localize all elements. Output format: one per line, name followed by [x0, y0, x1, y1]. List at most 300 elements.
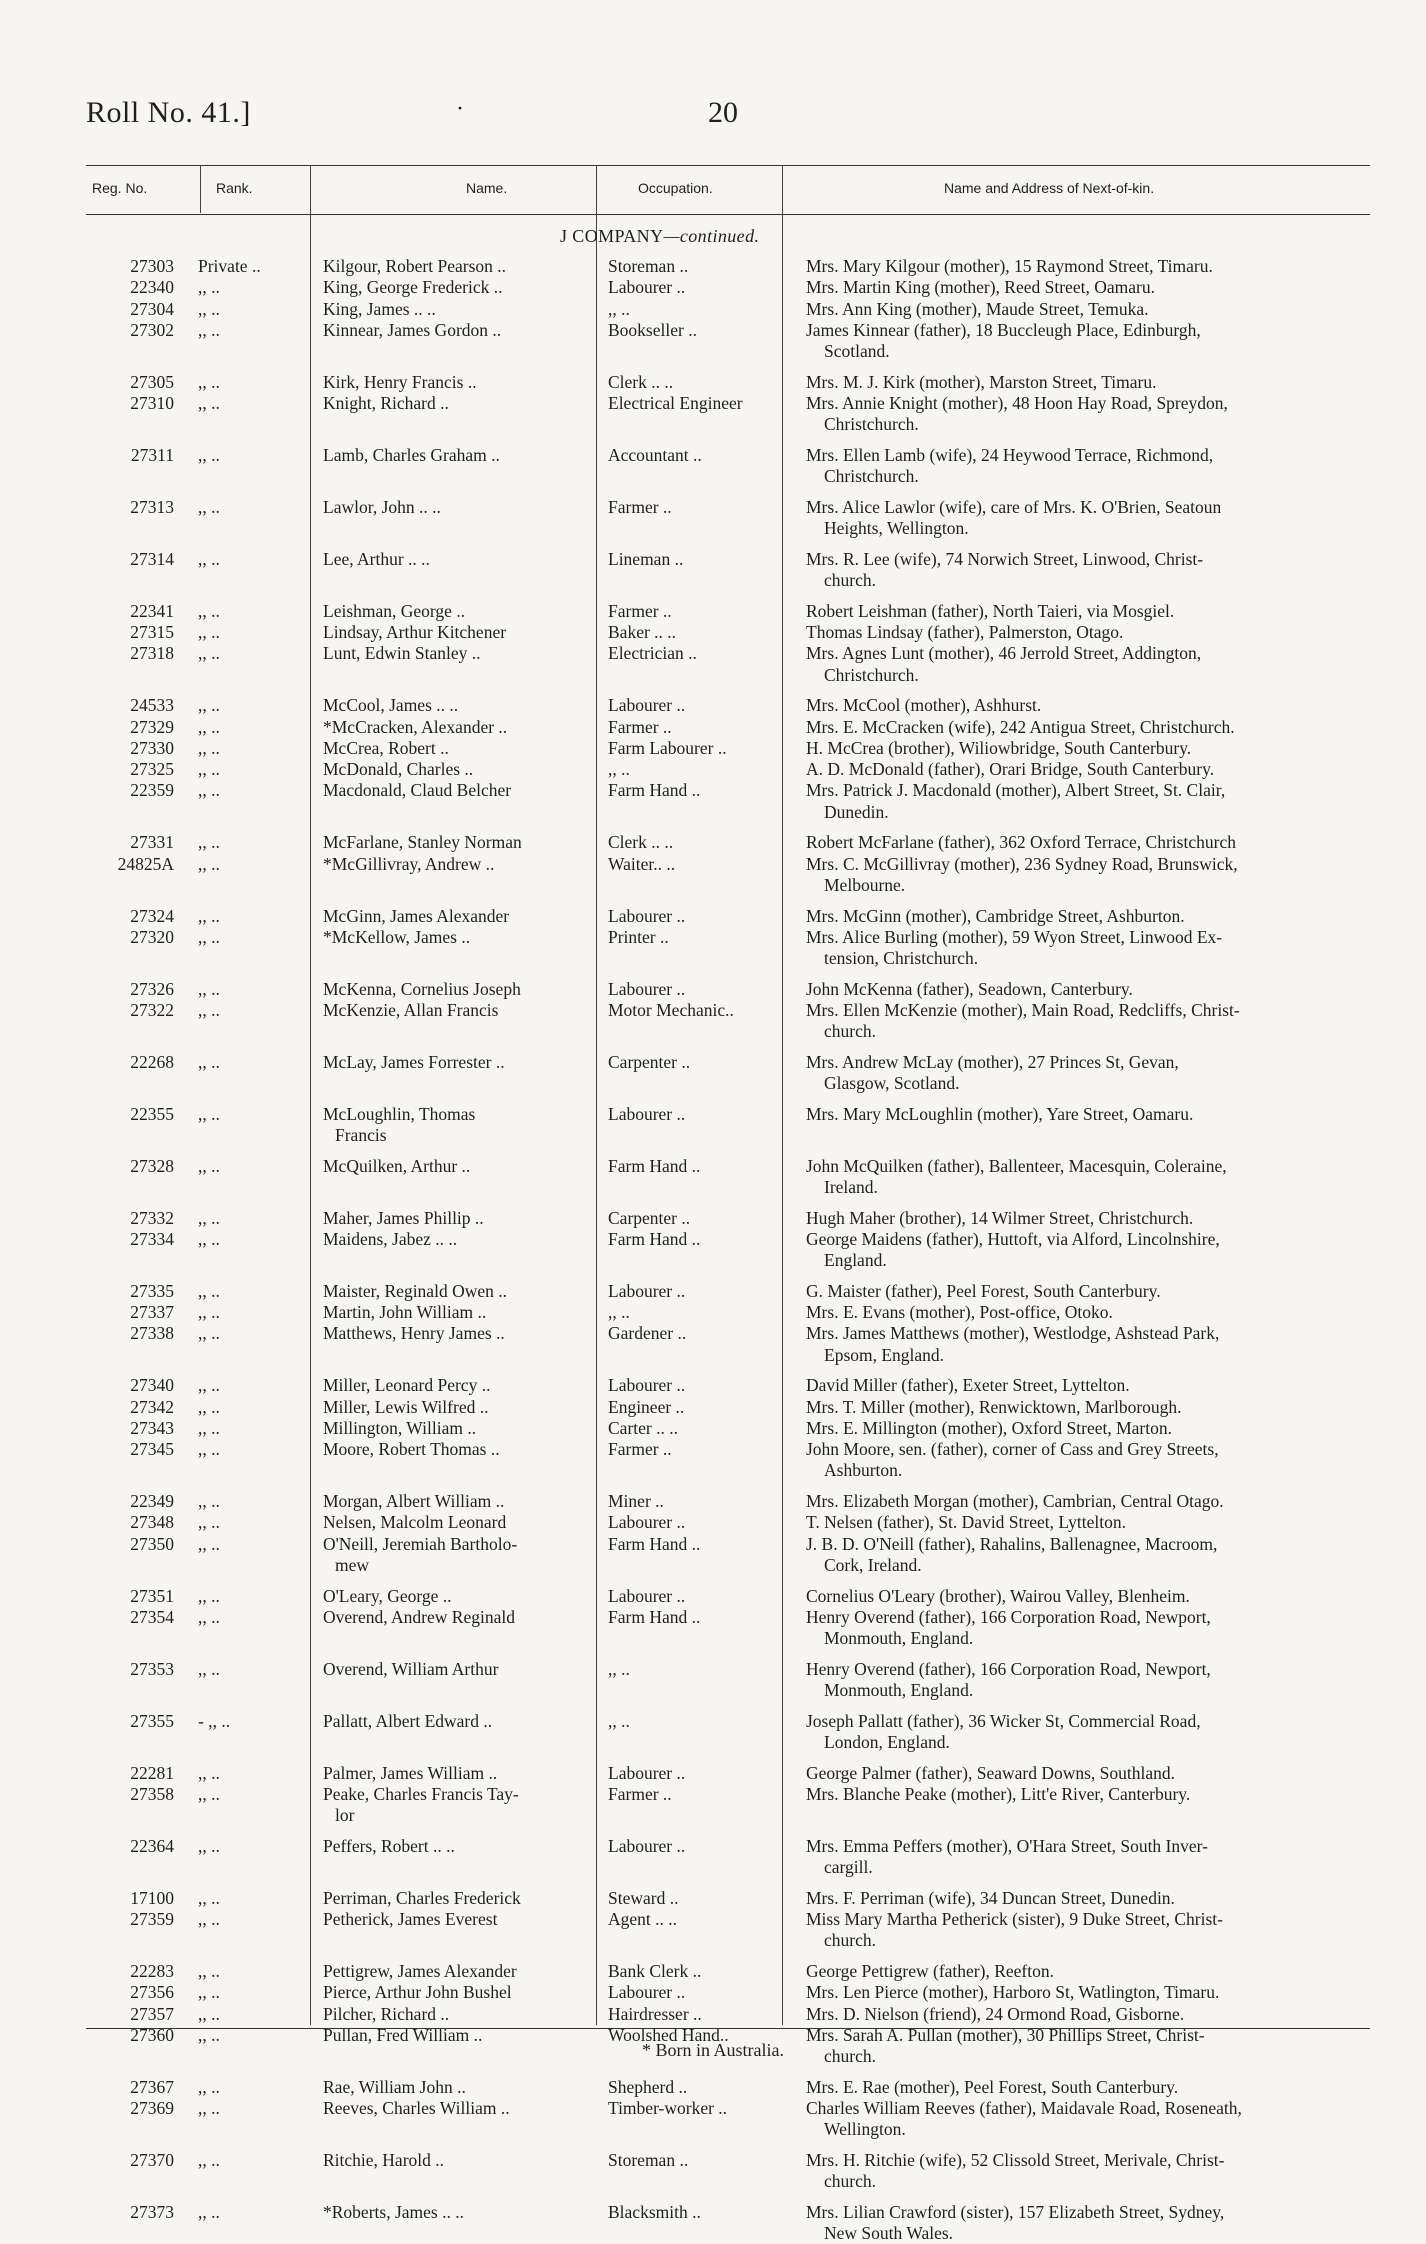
next-of-kin	[806, 979, 1426, 1000]
table-row	[86, 1104, 1370, 1147]
next-of-kin	[806, 1784, 1426, 1805]
occupation: Farm Hand ..	[608, 1155, 701, 1176]
occupation: Labourer ..	[608, 1982, 686, 2003]
rank: ,, ..	[198, 1960, 220, 1981]
soldier-name-line: Rae, William John ..	[323, 2076, 466, 2097]
occupation: ,, ..	[608, 1302, 630, 1323]
occupation: Carter .. ..	[608, 1417, 678, 1438]
next-of-kin-line: James Kinnear (father), 18 Buccleugh Place, Edinburgh,	[806, 319, 1201, 340]
occupation: ,, ..	[608, 759, 630, 780]
soldier-name-line: Overend, William Arthur	[323, 1658, 499, 1679]
table-row	[86, 1784, 1370, 1827]
next-of-kin-line: Ireland.	[824, 1176, 878, 1197]
column-headers	[86, 165, 1370, 215]
reg-number: 27353	[130, 1658, 174, 1679]
rank: ,, ..	[198, 716, 220, 737]
table-row	[86, 1909, 1370, 1952]
next-of-kin	[806, 1659, 1426, 1702]
reg-number: 22340	[130, 277, 174, 298]
reg-number: 27351	[130, 1585, 174, 1606]
next-of-kin-line: Christchurch.	[824, 664, 919, 685]
reg-number: 27328	[130, 1155, 174, 1176]
soldier-name-line: Matthews, Henry James ..	[323, 1323, 505, 1344]
reg-number: 27303	[130, 256, 174, 276]
next-of-kin	[806, 832, 1426, 853]
next-of-kin-line: Mrs. McGinn (mother), Cambridge Street, Ashburton.	[806, 905, 1185, 926]
table-row	[86, 1397, 1370, 1418]
table-row	[86, 1000, 1370, 1043]
soldier-name-line: McGinn, James Alexander	[323, 905, 510, 926]
next-of-kin	[806, 643, 1426, 686]
next-of-kin-line: John McQuilken (father), Ballenteer, Macesquin, Coleraine,	[806, 1155, 1227, 1176]
next-of-kin-line: George Maidens (father), Huttoft, via Alford, Lincolnshire,	[806, 1228, 1220, 1249]
rank: ,, ..	[198, 905, 220, 926]
table-row	[86, 738, 1370, 759]
next-of-kin	[806, 1052, 1426, 1095]
soldier-name-line: Ritchie, Harold ..	[323, 2149, 445, 2170]
next-of-kin-line: Mrs. Ellen Lamb (wife), 24 Heywood Terrace, Richmond,	[806, 445, 1214, 465]
next-of-kin	[806, 445, 1426, 488]
next-of-kin-line: Mrs. James Matthews (mother), Westlodge, Ashstead Park,	[806, 1323, 1220, 1344]
next-of-kin	[806, 1439, 1426, 1482]
next-of-kin	[806, 1418, 1426, 1439]
table-row	[86, 299, 1370, 320]
next-of-kin-line: Monmouth, England.	[824, 1628, 974, 1649]
rank: ,, ..	[198, 1207, 220, 1228]
next-of-kin-line: cargill.	[824, 1857, 873, 1878]
next-of-kin	[806, 1586, 1426, 1607]
next-of-kin-line: Hugh Maher (brother), 14 Wilmer Street, Christchurch.	[806, 1207, 1194, 1228]
header-kin: Name and Address of Next-of-kin.	[944, 180, 1155, 196]
table-row	[86, 549, 1370, 592]
company-name: J COMPANY	[560, 226, 664, 246]
table-row	[86, 1052, 1370, 1095]
soldier-name-line: McQuilken, Arthur ..	[323, 1155, 471, 1176]
next-of-kin-line: Mrs. Annie Knight (mother), 48 Hoon Hay Road, Spreydon,	[806, 393, 1228, 414]
rank: ,, ..	[198, 1417, 220, 1438]
next-of-kin	[806, 2150, 1426, 2193]
rank: ,, ..	[198, 600, 220, 621]
table-row	[86, 643, 1370, 686]
soldier-name-line: lor	[335, 1805, 355, 1826]
table-row	[86, 277, 1370, 298]
rank: ,, ..	[198, 1155, 220, 1176]
table-row	[86, 372, 1370, 393]
next-of-kin-line: church.	[824, 570, 876, 591]
occupation: Steward ..	[608, 1887, 679, 1908]
next-of-kin-line: John McKenna (father), Seadown, Canterbury.	[806, 978, 1133, 999]
table-row	[86, 1982, 1370, 2003]
rank: ,, ..	[198, 1762, 220, 1783]
next-of-kin-line: Mrs. Patrick J. Macdonald (mother), Albert Street, St. Clair,	[806, 780, 1226, 801]
occupation: Farmer ..	[608, 496, 672, 517]
occupation: Gardener ..	[608, 1323, 687, 1344]
reg-number: 27334	[130, 1228, 174, 1249]
occupation: Labourer ..	[608, 978, 686, 999]
page-header	[86, 96, 1356, 136]
next-of-kin	[806, 1491, 1426, 1512]
next-of-kin-line: Mrs. Elizabeth Morgan (mother), Cambrian, Central Otago.	[806, 1491, 1224, 1512]
next-of-kin	[806, 1281, 1426, 1302]
reg-number: 27359	[130, 1909, 174, 1929]
reg-number: 27325	[130, 759, 174, 780]
soldier-name-line: Overend, Andrew Reginald	[323, 1606, 515, 1627]
soldier-name-line: McLay, James Forrester ..	[323, 1051, 505, 1072]
next-of-kin-line: Mrs. E. Evans (mother), Post-office, Otoko.	[806, 1302, 1113, 1323]
table-row	[86, 622, 1370, 643]
next-of-kin	[806, 2202, 1426, 2244]
rank: ,, ..	[198, 853, 220, 874]
soldier-name-line: *Roberts, James .. ..	[323, 2201, 464, 2222]
rank: ,, ..	[198, 622, 220, 642]
next-of-kin-line: New South Wales.	[824, 2223, 954, 2244]
rank: ,, ..	[198, 1887, 220, 1908]
next-of-kin-line: Robert McFarlane (father), 362 Oxford Terrace, Christchurch	[806, 832, 1236, 853]
soldier-name-line: Pettigrew, James Alexander	[323, 1960, 517, 1981]
next-of-kin-line: J. B. D. O'Neill (father), Rahalins, Ballenagnee, Macroom,	[806, 1533, 1218, 1554]
rank: ,, ..	[198, 445, 220, 465]
table-row	[86, 1512, 1370, 1533]
next-of-kin-line: David Miller (father), Exeter Street, Lyttelton.	[806, 1375, 1130, 1396]
header-dot: ·	[456, 96, 464, 122]
reg-number: 27330	[130, 737, 174, 758]
header-name: Name.	[466, 180, 508, 196]
occupation: Carpenter ..	[608, 1207, 691, 1228]
table-row	[86, 2098, 1370, 2141]
next-of-kin	[806, 1302, 1426, 1323]
occupation: Labourer ..	[608, 695, 686, 716]
next-of-kin-line: George Palmer (father), Seaward Downs, Southland.	[806, 1762, 1176, 1783]
occupation: Blacksmith ..	[608, 2201, 701, 2222]
soldier-name-line: Pullan, Fred William ..	[323, 2024, 483, 2045]
soldier-name-line: McLoughlin, Thomas	[323, 1103, 476, 1124]
table-row	[86, 2150, 1370, 2193]
company-continued: —continued.	[663, 226, 760, 246]
footer-rule	[86, 2028, 1370, 2029]
occupation: Labourer ..	[608, 1512, 686, 1533]
footnote: * Born in Australia.	[642, 2040, 784, 2060]
table-row	[86, 832, 1370, 853]
next-of-kin-line: Mrs. Blanche Peake (mother), Litt'e River, Canterbury.	[806, 1783, 1191, 1804]
table-row	[86, 1534, 1370, 1577]
header-reg: Reg. No.	[92, 180, 148, 196]
next-of-kin	[806, 1607, 1426, 1650]
table-row	[86, 2077, 1370, 2098]
reg-number: 27313	[130, 496, 174, 517]
next-of-kin-line: church.	[824, 2046, 876, 2067]
header-occupation: Occupation.	[638, 180, 713, 196]
rank: ,, ..	[198, 978, 220, 999]
next-of-kin	[806, 780, 1426, 823]
next-of-kin	[806, 2077, 1426, 2098]
soldier-name-line: Maister, Reginald Owen ..	[323, 1280, 507, 1301]
reg-number: 27367	[130, 2076, 174, 2097]
soldier-name-line: Pierce, Arthur John Bushel	[323, 1982, 512, 2003]
next-of-kin-line: Mrs. R. Lee (wife), 74 Norwich Street, Linwood, Christ-	[806, 548, 1204, 569]
rank: ,, ..	[198, 371, 220, 392]
reg-number: 27324	[130, 905, 174, 926]
reg-number: 27343	[130, 1417, 174, 1438]
soldier-name-line: Martin, John William ..	[323, 1302, 487, 1323]
next-of-kin	[806, 1763, 1426, 1784]
occupation: Farmer ..	[608, 1439, 672, 1460]
table-row	[86, 2202, 1370, 2244]
reg-number: 22283	[130, 1960, 174, 1981]
next-of-kin	[806, 277, 1426, 298]
occupation: Labourer ..	[608, 905, 686, 926]
reg-number: 24533	[130, 695, 174, 716]
table-row	[86, 1439, 1370, 1482]
rank: ,, ..	[198, 1228, 220, 1249]
next-of-kin-line: Joseph Pallatt (father), 36 Wicker St, Commercial Road,	[806, 1710, 1201, 1731]
rank: ,, ..	[198, 2003, 220, 2024]
next-of-kin-line: church.	[824, 1021, 876, 1042]
occupation: Labourer ..	[608, 1375, 686, 1396]
rank: ,, ..	[198, 643, 220, 664]
next-of-kin	[806, 320, 1426, 363]
table-row	[86, 601, 1370, 622]
reg-number: 27337	[130, 1302, 174, 1323]
occupation: Storeman ..	[608, 2149, 689, 2170]
next-of-kin-line: Glasgow, Scotland.	[824, 1073, 960, 1094]
rank: ,, ..	[198, 1835, 220, 1856]
soldier-name-line: Petherick, James Everest	[323, 1909, 498, 1929]
table-row	[86, 1156, 1370, 1199]
reg-number: 27356	[130, 1982, 174, 2003]
occupation: Labourer ..	[608, 1103, 686, 1124]
occupation: Timber-worker ..	[608, 2098, 728, 2118]
soldier-name-line: *McCracken, Alexander ..	[323, 716, 508, 737]
rank: ,, ..	[198, 2098, 220, 2118]
next-of-kin-line: Mrs. Alice Burling (mother), 59 Wyon Street, Linwood Ex-	[806, 926, 1223, 947]
next-of-kin-line: Christchurch.	[824, 414, 919, 435]
next-of-kin	[806, 717, 1426, 738]
company-heading	[560, 226, 759, 247]
rank: ,, ..	[198, 1909, 220, 1929]
table-row	[86, 1323, 1370, 1366]
next-of-kin	[806, 1711, 1426, 1754]
next-of-kin-line: Mrs. Mary Kilgour (mother), 15 Raymond Street, Timaru.	[806, 256, 1213, 276]
soldier-name-line: O'Neill, Jeremiah Bartholo-	[323, 1533, 518, 1554]
reg-number: 17100	[130, 1887, 174, 1908]
rank: ,, ..	[198, 2076, 220, 2097]
next-of-kin-line: London, England.	[824, 1731, 950, 1752]
occupation: ,, ..	[608, 1658, 630, 1679]
occupation: Labourer ..	[608, 1835, 686, 1856]
next-of-kin-line: John Moore, sen. (father), corner of Cass and Grey Streets,	[806, 1439, 1219, 1460]
table-row	[86, 1491, 1370, 1512]
reg-number: 22359	[130, 780, 174, 801]
soldier-name-line: King, George Frederick ..	[323, 277, 503, 298]
next-of-kin-line: Wellington.	[824, 2119, 906, 2140]
next-of-kin-line: Miss Mary Martha Petherick (sister), 9 Duke Street, Christ-	[806, 1909, 1224, 1929]
reg-number: 27345	[130, 1439, 174, 1460]
reg-number: 27360	[130, 2024, 174, 2045]
rank: ,, ..	[198, 1051, 220, 1072]
rank: ,, ..	[198, 2201, 220, 2222]
table-row	[86, 759, 1370, 780]
next-of-kin-line: Dunedin.	[824, 801, 889, 822]
rank: ,, ..	[198, 759, 220, 780]
next-of-kin-line: T. Nelsen (father), St. David Street, Lyttelton.	[806, 1512, 1126, 1533]
page-number: 20	[708, 96, 738, 129]
reg-number: 27335	[130, 1280, 174, 1301]
occupation: Baker .. ..	[608, 622, 677, 642]
next-of-kin-line: Mrs. T. Miller (mother), Renwicktown, Marlborough.	[806, 1396, 1182, 1417]
reg-number: 22364	[130, 1835, 174, 1856]
occupation: Labourer ..	[608, 277, 686, 298]
next-of-kin	[806, 1909, 1426, 1952]
next-of-kin	[806, 2004, 1426, 2025]
occupation: Engineer ..	[608, 1396, 685, 1417]
rank: ,, ..	[198, 1533, 220, 1554]
next-of-kin-line: Monmouth, England.	[824, 1680, 974, 1701]
table-row	[86, 1763, 1370, 1784]
soldier-name-line: Miller, Leonard Percy ..	[323, 1375, 491, 1396]
reg-number: 27326	[130, 978, 174, 999]
reg-number: 22355	[130, 1103, 174, 1124]
rank: ,, ..	[198, 1103, 220, 1124]
occupation: Waiter.. ..	[608, 853, 676, 874]
soldier-name-line: Lindsay, Arthur Kitchener	[323, 622, 507, 642]
next-of-kin	[806, 1534, 1426, 1577]
next-of-kin	[806, 497, 1426, 540]
reg-number: 27304	[130, 298, 174, 319]
reg-number: 27338	[130, 1323, 174, 1344]
next-of-kin-line: Charles William Reeves (father), Maidavale Road, Roseneath,	[806, 2098, 1242, 2118]
soldier-name-line: Francis	[335, 1125, 387, 1146]
reg-number: 27355	[130, 1710, 174, 1731]
occupation: ,, ..	[608, 1710, 630, 1731]
table-row	[86, 979, 1370, 1000]
next-of-kin	[806, 695, 1426, 716]
next-of-kin-line: Cornelius O'Leary (brother), Wairou Valley, Blenheim.	[806, 1585, 1190, 1606]
soldier-name-line: Moore, Robert Thomas ..	[323, 1439, 500, 1460]
soldier-name-line: McDonald, Charles ..	[323, 759, 474, 780]
next-of-kin-line: Cork, Ireland.	[824, 1554, 922, 1575]
table-row	[86, 1302, 1370, 1323]
next-of-kin-line: Mrs. F. Perriman (wife), 34 Duncan Street, Dunedin.	[806, 1887, 1175, 1908]
soldier-name-line: Nelsen, Malcolm Leonard	[323, 1512, 507, 1533]
rank: ,, ..	[198, 1323, 220, 1344]
next-of-kin	[806, 393, 1426, 436]
next-of-kin-line: George Pettigrew (father), Reefton.	[806, 1960, 1054, 1981]
rank: ,, ..	[198, 926, 220, 947]
occupation: Lineman ..	[608, 548, 684, 569]
table-row	[86, 927, 1370, 970]
next-of-kin	[806, 1836, 1426, 1879]
soldier-name-line: McFarlane, Stanley Norman	[323, 832, 522, 853]
reg-number: 22349	[130, 1491, 174, 1512]
rank: ,, ..	[198, 393, 220, 414]
next-of-kin-line: G. Maister (father), Peel Forest, South Canterbury.	[806, 1280, 1161, 1301]
next-of-kin	[806, 1156, 1426, 1199]
table-row	[86, 2004, 1370, 2025]
reg-number: 27314	[130, 548, 174, 569]
next-of-kin	[806, 1000, 1426, 1043]
table-row	[86, 780, 1370, 823]
reg-number: 27358	[130, 1783, 174, 1804]
next-of-kin-line: Mrs. H. Ritchie (wife), 52 Clissold Street, Merivale, Christ-	[806, 2149, 1225, 2170]
reg-number: 27329	[130, 716, 174, 737]
next-of-kin-line: A. D. McDonald (father), Orari Bridge, South Canterbury.	[806, 759, 1215, 780]
occupation: Storeman ..	[608, 256, 689, 276]
next-of-kin-line: Mrs. Sarah A. Pullan (mother), 30 Phillips Street, Christ-	[806, 2024, 1205, 2045]
reg-number: 27370	[130, 2149, 174, 2170]
rank: Private ..	[198, 256, 261, 276]
soldier-name-line: King, James .. ..	[323, 298, 436, 319]
next-of-kin-line: Mrs. Mary McLoughlin (mother), Yare Street, Oamaru.	[806, 1103, 1194, 1124]
rank: ,, ..	[198, 496, 220, 517]
rank: ,, ..	[198, 298, 220, 319]
soldier-name-line: Lee, Arthur .. ..	[323, 548, 430, 569]
next-of-kin	[806, 1375, 1426, 1396]
reg-number: 27318	[130, 643, 174, 664]
next-of-kin	[806, 1104, 1426, 1125]
reg-number: 27320	[130, 926, 174, 947]
next-of-kin-line: H. McCrea (brother), Wiliowbridge, South Canterbury.	[806, 737, 1192, 758]
next-of-kin	[806, 854, 1426, 897]
reg-number: 27369	[130, 2098, 174, 2118]
occupation: Labourer ..	[608, 1585, 686, 1606]
rank: ,, ..	[198, 1375, 220, 1396]
rank: ,, ..	[198, 277, 220, 298]
next-of-kin-line: Thomas Lindsay (father), Palmerston, Otago.	[806, 622, 1124, 642]
occupation: Farmer ..	[608, 716, 672, 737]
soldier-name-line: McCrea, Robert ..	[323, 737, 449, 758]
table-row	[86, 256, 1370, 277]
soldier-name-line: Pallatt, Albert Edward ..	[323, 1710, 493, 1731]
soldier-name-line: Pilcher, Richard ..	[323, 2003, 450, 2024]
occupation: Farm Hand ..	[608, 1228, 701, 1249]
next-of-kin	[806, 927, 1426, 970]
rank: ,, ..	[198, 695, 220, 716]
next-of-kin	[806, 1888, 1426, 1909]
soldier-name-line: Knight, Richard ..	[323, 393, 449, 414]
table-row	[86, 1836, 1370, 1879]
table-row	[86, 1208, 1370, 1229]
header-rank: Rank.	[216, 180, 253, 196]
next-of-kin-line: Christchurch.	[824, 466, 919, 487]
reg-number: 27342	[130, 1396, 174, 1417]
table-row	[86, 906, 1370, 927]
occupation: ,, ..	[608, 298, 630, 319]
reg-number: 22281	[130, 1762, 174, 1783]
reg-number: 27305	[130, 371, 174, 392]
rank: ,, ..	[198, 1000, 220, 1020]
rank: ,, ..	[198, 1512, 220, 1533]
soldier-name-line: McCool, James .. ..	[323, 695, 459, 716]
next-of-kin-line: Henry Overend (father), 166 Corporation Road, Newport,	[806, 1658, 1211, 1679]
occupation: Clerk .. ..	[608, 832, 674, 853]
rank: ,, ..	[198, 832, 220, 853]
next-of-kin-line: Mrs. Ann King (mother), Maude Street, Temuka.	[806, 298, 1149, 319]
next-of-kin-line: Mrs. Alice Lawlor (wife), care of Mrs. K. O'Brien, Seatoun	[806, 496, 1222, 517]
table-row	[86, 1888, 1370, 1909]
occupation: Agent .. ..	[608, 1909, 678, 1929]
table-row	[86, 393, 1370, 436]
table-row	[86, 320, 1370, 363]
next-of-kin-line: Mrs. Lilian Crawford (sister), 157 Elizabeth Street, Sydney,	[806, 2201, 1225, 2222]
table-row	[86, 1375, 1370, 1396]
roll-number: Roll No. 41.]	[86, 96, 251, 129]
occupation: Shepherd ..	[608, 2076, 688, 2097]
next-of-kin-line: Mrs. M. J. Kirk (mother), Marston Street, Timaru.	[806, 371, 1157, 392]
occupation: Printer ..	[608, 926, 669, 947]
occupation: Bookseller ..	[608, 319, 697, 340]
soldier-name-line: Kilgour, Robert Pearson ..	[323, 256, 507, 276]
table-row	[86, 1607, 1370, 1650]
